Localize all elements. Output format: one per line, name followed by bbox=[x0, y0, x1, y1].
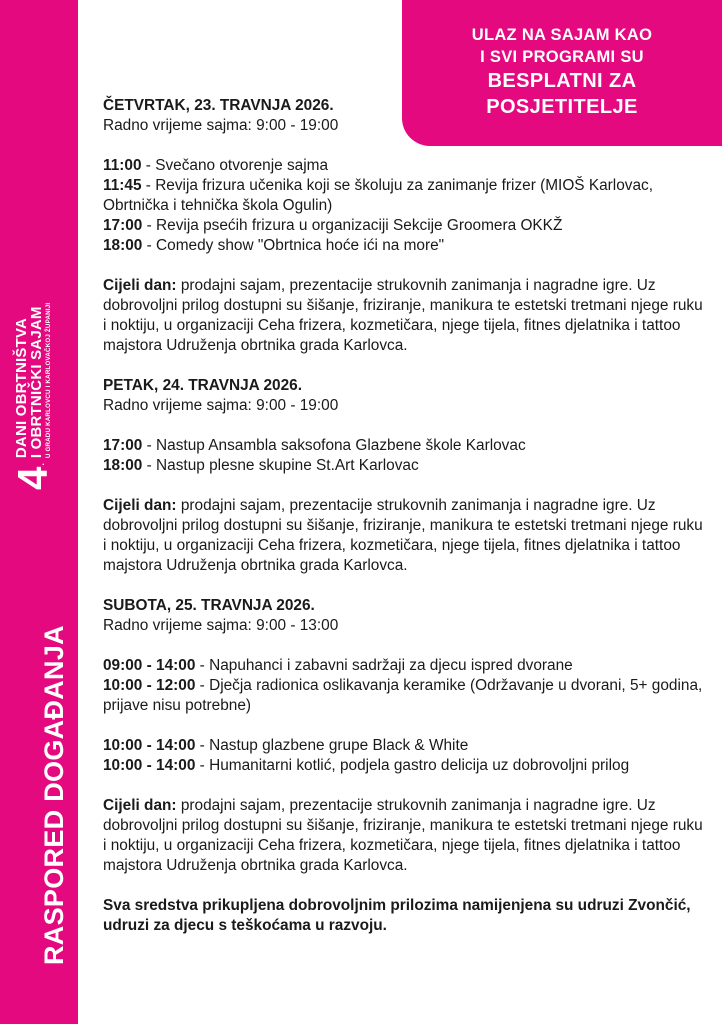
event-text: - Humanitarni kotlić, podjela gastro delicija uz dobrovoljni prilog bbox=[195, 757, 630, 774]
logo-number: 4 bbox=[9, 466, 56, 490]
event-text: - Nastup glazbene grupe Black & White bbox=[195, 737, 469, 754]
day-title: SUBOTA, 25. TRAVNJA 2026. bbox=[103, 597, 315, 614]
sidebar-title: RASPORED DOGAĐANJA bbox=[39, 625, 69, 965]
event-item bbox=[103, 156, 703, 176]
all-day-note bbox=[103, 796, 703, 876]
event-time: 10:00 - 14:00 bbox=[103, 757, 196, 774]
banner-line-1a: ULAZ NA SAJAM KAO bbox=[471, 26, 653, 44]
event-text: - Comedy show "Obrtnica hoće ići na more" bbox=[142, 237, 445, 254]
event-time: 10:00 - 12:00 bbox=[103, 677, 196, 694]
event-time: 09:00 - 14:00 bbox=[103, 657, 196, 674]
event-time: 11:45 bbox=[103, 177, 142, 194]
event-item bbox=[103, 676, 703, 716]
event-time: 17:00 bbox=[103, 437, 143, 454]
event-item bbox=[103, 176, 703, 216]
banner-line-1b: I SVI PROGRAMI SU bbox=[480, 48, 644, 66]
event-text: - Revija psećih frizura u organizaciji Sekcije Groomera OKKŽ bbox=[142, 217, 563, 234]
event-time: 18:00 bbox=[103, 457, 143, 474]
event-text: - Napuhanci i zabavni sadržaji za djecu ispred dvorane bbox=[195, 657, 573, 674]
event-item bbox=[103, 236, 703, 256]
event-item bbox=[103, 656, 703, 676]
event-list bbox=[103, 656, 703, 716]
event-text: - Dječja radionica oslikavanja keramike (Održavanje u dvorani, 5+ godina, prijave nisu potrebne) bbox=[103, 677, 703, 714]
event-time: 10:00 - 14:00 bbox=[103, 737, 196, 754]
event-text: - Nastup Ansambla saksofona Glazbene škole Karlovac bbox=[142, 437, 526, 454]
event-list bbox=[103, 156, 703, 256]
all-day-text: prodajni sajam, prezentacije strukovnih zanimanja i nagradne igre. Uz dobrovoljni prilog dostupni su šišanje, friziranje, manikura te estetski tretmani njege ruku i noktiju, u organizaciji Ceha frizera, kozmetičara, njege tijela, fitnes djelatnika i tattoo majstora Udruženja obrtnika grada Karlovca. bbox=[103, 497, 703, 574]
event-item bbox=[103, 216, 703, 236]
all-day-label: Cijeli dan: bbox=[103, 797, 177, 814]
sidebar bbox=[0, 0, 78, 1024]
event-item bbox=[103, 736, 703, 756]
logo-ordinal-dot: . bbox=[36, 463, 46, 466]
logo-text bbox=[14, 303, 52, 458]
event-time: 17:00 bbox=[103, 217, 143, 234]
day-section bbox=[103, 376, 703, 576]
donation-footer: Sva sredstva prikupljena dobrovoljnim prilozima namijenjena su udruzi Zvončić, udruzi za djecu s teškoćama u razvoju. bbox=[103, 897, 691, 934]
event-item bbox=[103, 756, 703, 776]
opening-hours: Radno vrijeme sajma: 9:00 - 19:00 bbox=[103, 397, 339, 414]
schedule bbox=[103, 96, 703, 936]
event-item bbox=[103, 436, 703, 456]
all-day-note bbox=[103, 496, 703, 576]
event-logo bbox=[9, 302, 56, 490]
day-section bbox=[103, 96, 703, 356]
opening-hours: Radno vrijeme sajma: 9:00 - 13:00 bbox=[103, 617, 339, 634]
all-day-label: Cijeli dan: bbox=[103, 497, 177, 514]
all-day-text: prodajni sajam, prezentacije strukovnih zanimanja i nagradne igre. Uz dobrovoljni prilog dostupni su šišanje, friziranje, manikura te estetski tretmani njege ruku i noktiju, u organizaciji Ceha frizera, kozmetičara, njege tijela, fitnes djelatnika i tattoo majstora Udruženja obrtnika grada Karlovca. bbox=[103, 797, 703, 874]
opening-hours: Radno vrijeme sajma: 9:00 - 19:00 bbox=[103, 117, 339, 134]
event-time: 11:00 bbox=[103, 157, 142, 174]
day-title: PETAK, 24. TRAVNJA 2026. bbox=[103, 377, 303, 394]
banner-line-2a: BESPLATNI ZA bbox=[487, 70, 637, 92]
day-title: ČETVRTAK, 23. TRAVNJA 2026. bbox=[103, 97, 334, 114]
all-day-text: prodajni sajam, prezentacije strukovnih zanimanja i nagradne igre. Uz dobrovoljni prilog dostupni su šišanje, friziranje, manikura te estetski tretmani njege ruku i noktiju, u organizaciji Ceha frizera, kozmetičara, njege tijela, fitnes djelatnika i tattoo majstora Udruženja obrtnika grada Karlovca. bbox=[103, 277, 703, 354]
all-day-label: Cijeli dan: bbox=[103, 277, 177, 294]
logo-line-3: U GRADU KARLOVCU I KARLOVAČKOJ ŽUPANIJI bbox=[44, 302, 52, 459]
event-time: 18:00 bbox=[103, 237, 143, 254]
event-list bbox=[103, 736, 703, 776]
all-day-note bbox=[103, 276, 703, 356]
event-list bbox=[103, 436, 703, 476]
day-section bbox=[103, 596, 703, 876]
banner-line-2b: POSJETITELJE bbox=[486, 96, 638, 118]
event-text: - Nastup plesne skupine St.Art Karlovac bbox=[142, 457, 419, 474]
banner-line-1 bbox=[402, 24, 722, 68]
logo-line-1: DANI OBRTNIŠTVA bbox=[12, 317, 30, 459]
logo-line-2: I OBRTNIČKI SAJAM bbox=[27, 306, 45, 459]
event-text: - Revija frizura učenika koji se školuju za zanimanje frizer (MIOŠ Karlovac, Obrtnička i tehnička škola Ogulin) bbox=[103, 177, 654, 214]
event-item bbox=[103, 456, 703, 476]
event-text: - Svečano otvorenje sajma bbox=[141, 157, 329, 174]
